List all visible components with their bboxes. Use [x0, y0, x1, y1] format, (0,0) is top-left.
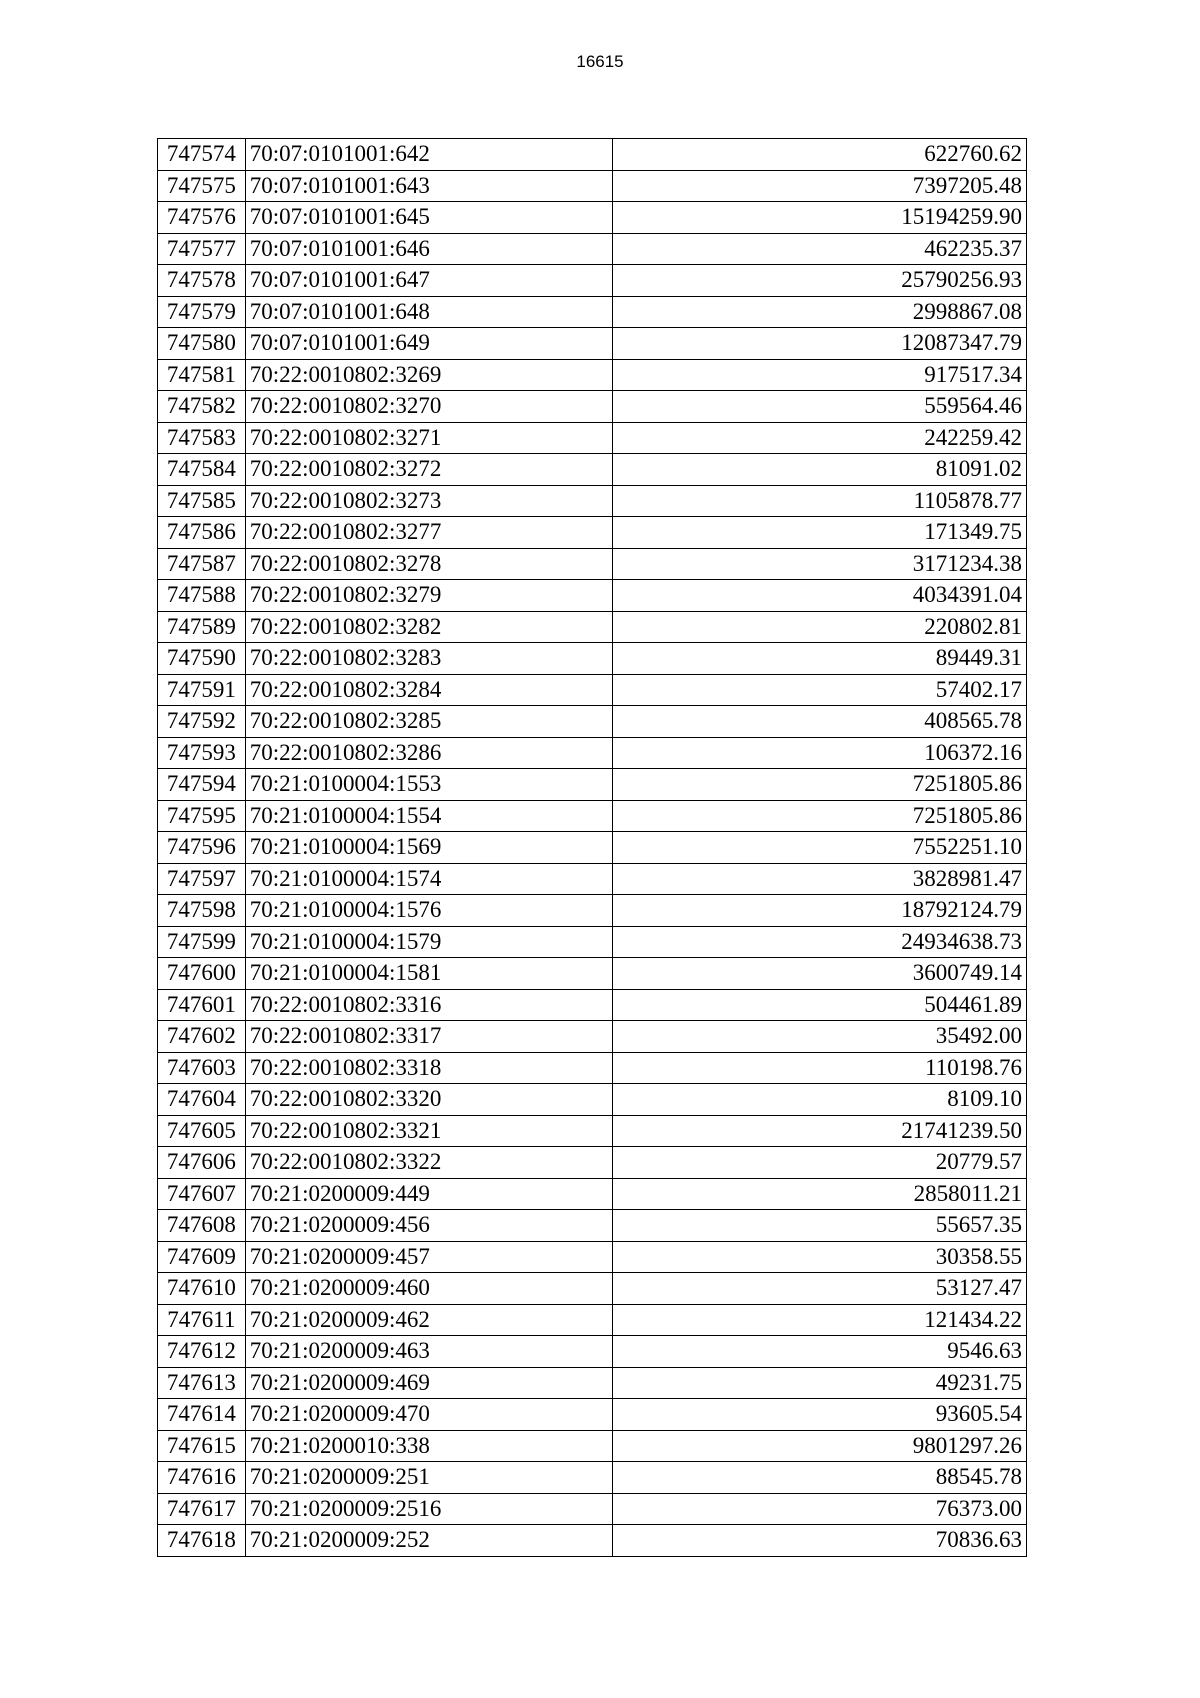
table-row [158, 391, 1027, 423]
value-cell: 2858011.21 [613, 1178, 1027, 1210]
table-row [158, 170, 1027, 202]
table-row [158, 926, 1027, 958]
row-id-cell: 747596 [158, 832, 246, 864]
row-id-cell: 747600 [158, 958, 246, 990]
table-row [158, 769, 1027, 801]
value-cell: 9801297.26 [613, 1430, 1027, 1462]
value-cell: 89449.31 [613, 643, 1027, 675]
table-row [158, 422, 1027, 454]
row-id-cell: 747601 [158, 989, 246, 1021]
table-row [158, 1178, 1027, 1210]
table-row [158, 800, 1027, 832]
cadastral-number-cell: 70:07:0101001:645 [245, 202, 612, 234]
table-body [158, 139, 1027, 1557]
table-row [158, 611, 1027, 643]
row-id-cell: 747609 [158, 1241, 246, 1273]
value-cell: 88545.78 [613, 1462, 1027, 1494]
table-row [158, 548, 1027, 580]
row-id-cell: 747605 [158, 1115, 246, 1147]
cadastral-number-cell: 70:22:0010802:3279 [245, 580, 612, 612]
table-row [158, 706, 1027, 738]
cadastral-number-cell: 70:07:0101001:648 [245, 296, 612, 328]
cadastral-number-cell: 70:21:0100004:1579 [245, 926, 612, 958]
value-cell: 70836.63 [613, 1525, 1027, 1557]
row-id-cell: 747613 [158, 1367, 246, 1399]
table-row [158, 1493, 1027, 1525]
value-cell: 220802.81 [613, 611, 1027, 643]
table-row [158, 233, 1027, 265]
cadastral-number-cell: 70:21:0200009:449 [245, 1178, 612, 1210]
cadastral-number-cell: 70:21:0200009:470 [245, 1399, 612, 1431]
row-id-cell: 747587 [158, 548, 246, 580]
cadastral-number-cell: 70:22:0010802:3278 [245, 548, 612, 580]
row-id-cell: 747615 [158, 1430, 246, 1462]
row-id-cell: 747574 [158, 139, 246, 171]
cadastral-number-cell: 70:22:0010802:3270 [245, 391, 612, 423]
value-cell: 55657.35 [613, 1210, 1027, 1242]
value-cell: 106372.16 [613, 737, 1027, 769]
value-cell: 7251805.86 [613, 800, 1027, 832]
row-id-cell: 747608 [158, 1210, 246, 1242]
value-cell: 121434.22 [613, 1304, 1027, 1336]
row-id-cell: 747604 [158, 1084, 246, 1116]
row-id-cell: 747594 [158, 769, 246, 801]
row-id-cell: 747595 [158, 800, 246, 832]
table-row [158, 895, 1027, 927]
cadastral-number-cell: 70:07:0101001:646 [245, 233, 612, 265]
cadastral-number-cell: 70:21:0100004:1576 [245, 895, 612, 927]
value-cell: 76373.00 [613, 1493, 1027, 1525]
table-row [158, 1462, 1027, 1494]
value-cell: 25790256.93 [613, 265, 1027, 297]
cadastral-number-cell: 70:22:0010802:3321 [245, 1115, 612, 1147]
row-id-cell: 747606 [158, 1147, 246, 1179]
value-cell: 917517.34 [613, 359, 1027, 391]
row-id-cell: 747597 [158, 863, 246, 895]
table-row [158, 1367, 1027, 1399]
table-row [158, 1241, 1027, 1273]
cadastral-number-cell: 70:21:0100004:1569 [245, 832, 612, 864]
value-cell: 9546.63 [613, 1336, 1027, 1368]
page-number: 16615 [576, 52, 624, 71]
value-cell: 7397205.48 [613, 170, 1027, 202]
row-id-cell: 747580 [158, 328, 246, 360]
value-cell: 408565.78 [613, 706, 1027, 738]
value-cell: 18792124.79 [613, 895, 1027, 927]
cadastral-number-cell: 70:21:0100004:1581 [245, 958, 612, 990]
table-row [158, 1115, 1027, 1147]
row-id-cell: 747583 [158, 422, 246, 454]
table-row [158, 958, 1027, 990]
value-cell: 462235.37 [613, 233, 1027, 265]
row-id-cell: 747618 [158, 1525, 246, 1557]
row-id-cell: 747598 [158, 895, 246, 927]
table-row [158, 296, 1027, 328]
value-cell: 622760.62 [613, 139, 1027, 171]
table-row [158, 832, 1027, 864]
row-id-cell: 747617 [158, 1493, 246, 1525]
value-cell: 3600749.14 [613, 958, 1027, 990]
value-cell: 8109.10 [613, 1084, 1027, 1116]
table-row [158, 580, 1027, 612]
cadastral-number-cell: 70:21:0100004:1553 [245, 769, 612, 801]
table-row [158, 517, 1027, 549]
row-id-cell: 747616 [158, 1462, 246, 1494]
value-cell: 49231.75 [613, 1367, 1027, 1399]
table-row [158, 1021, 1027, 1053]
cadastral-number-cell: 70:22:0010802:3283 [245, 643, 612, 675]
value-cell: 7552251.10 [613, 832, 1027, 864]
row-id-cell: 747586 [158, 517, 246, 549]
value-cell: 15194259.90 [613, 202, 1027, 234]
value-cell: 12087347.79 [613, 328, 1027, 360]
table-row [158, 1147, 1027, 1179]
cadastral-number-cell: 70:22:0010802:3286 [245, 737, 612, 769]
cadastral-number-cell: 70:22:0010802:3284 [245, 674, 612, 706]
cadastral-number-cell: 70:21:0200009:463 [245, 1336, 612, 1368]
cadastral-number-cell: 70:22:0010802:3282 [245, 611, 612, 643]
cadastral-number-cell: 70:21:0200009:2516 [245, 1493, 612, 1525]
table-row [158, 643, 1027, 675]
table-row [158, 1210, 1027, 1242]
table-row [158, 1084, 1027, 1116]
table-row [158, 1052, 1027, 1084]
cadastral-number-cell: 70:21:0200009:251 [245, 1462, 612, 1494]
row-id-cell: 747585 [158, 485, 246, 517]
row-id-cell: 747576 [158, 202, 246, 234]
value-cell: 4034391.04 [613, 580, 1027, 612]
cadastral-number-cell: 70:21:0200009:457 [245, 1241, 612, 1273]
cadastral-number-cell: 70:22:0010802:3317 [245, 1021, 612, 1053]
table-row [158, 202, 1027, 234]
cadastral-number-cell: 70:22:0010802:3277 [245, 517, 612, 549]
cadastral-number-cell: 70:22:0010802:3269 [245, 359, 612, 391]
cadastral-number-cell: 70:07:0101001:649 [245, 328, 612, 360]
table-row [158, 737, 1027, 769]
row-id-cell: 747589 [158, 611, 246, 643]
table-row [158, 1430, 1027, 1462]
cadastral-number-cell: 70:21:0100004:1554 [245, 800, 612, 832]
cadastral-number-cell: 70:22:0010802:3320 [245, 1084, 612, 1116]
value-cell: 24934638.73 [613, 926, 1027, 958]
table-row [158, 1399, 1027, 1431]
value-cell: 504461.89 [613, 989, 1027, 1021]
table-row [158, 139, 1027, 171]
row-id-cell: 747582 [158, 391, 246, 423]
value-cell: 35492.00 [613, 1021, 1027, 1053]
cadastral-number-cell: 70:21:0200009:462 [245, 1304, 612, 1336]
cadastral-number-cell: 70:21:0200009:460 [245, 1273, 612, 1305]
cadastral-number-cell: 70:07:0101001:647 [245, 265, 612, 297]
cadastral-number-cell: 70:21:0100004:1574 [245, 863, 612, 895]
value-cell: 3828981.47 [613, 863, 1027, 895]
cadastral-number-cell: 70:22:0010802:3272 [245, 454, 612, 486]
cadastral-number-cell: 70:07:0101001:643 [245, 170, 612, 202]
value-cell: 559564.46 [613, 391, 1027, 423]
row-id-cell: 747599 [158, 926, 246, 958]
table-row [158, 1336, 1027, 1368]
table-row [158, 1273, 1027, 1305]
row-id-cell: 747610 [158, 1273, 246, 1305]
value-cell: 7251805.86 [613, 769, 1027, 801]
row-id-cell: 747612 [158, 1336, 246, 1368]
cadastral-number-cell: 70:22:0010802:3271 [245, 422, 612, 454]
table-row [158, 989, 1027, 1021]
row-id-cell: 747602 [158, 1021, 246, 1053]
cadastral-number-cell: 70:22:0010802:3322 [245, 1147, 612, 1179]
value-cell: 93605.54 [613, 1399, 1027, 1431]
row-id-cell: 747614 [158, 1399, 246, 1431]
row-id-cell: 747578 [158, 265, 246, 297]
row-id-cell: 747611 [158, 1304, 246, 1336]
value-cell: 171349.75 [613, 517, 1027, 549]
cadastral-number-cell: 70:07:0101001:642 [245, 139, 612, 171]
row-id-cell: 747579 [158, 296, 246, 328]
value-cell: 30358.55 [613, 1241, 1027, 1273]
cadastral-number-cell: 70:22:0010802:3316 [245, 989, 612, 1021]
row-id-cell: 747584 [158, 454, 246, 486]
table-row [158, 485, 1027, 517]
value-cell: 81091.02 [613, 454, 1027, 486]
value-cell: 3171234.38 [613, 548, 1027, 580]
row-id-cell: 747603 [158, 1052, 246, 1084]
row-id-cell: 747607 [158, 1178, 246, 1210]
cadastral-number-cell: 70:22:0010802:3318 [245, 1052, 612, 1084]
row-id-cell: 747575 [158, 170, 246, 202]
cadastral-number-cell: 70:21:0200009:252 [245, 1525, 612, 1557]
table-row [158, 674, 1027, 706]
table-row [158, 454, 1027, 486]
cadastral-number-cell: 70:22:0010802:3285 [245, 706, 612, 738]
row-id-cell: 747590 [158, 643, 246, 675]
value-cell: 1105878.77 [613, 485, 1027, 517]
row-id-cell: 747591 [158, 674, 246, 706]
cadastral-number-cell: 70:21:0200009:469 [245, 1367, 612, 1399]
value-cell: 2998867.08 [613, 296, 1027, 328]
table-row [158, 863, 1027, 895]
row-id-cell: 747588 [158, 580, 246, 612]
row-id-cell: 747577 [158, 233, 246, 265]
table-row [158, 1525, 1027, 1557]
value-cell: 53127.47 [613, 1273, 1027, 1305]
value-cell: 20779.57 [613, 1147, 1027, 1179]
value-cell: 242259.42 [613, 422, 1027, 454]
row-id-cell: 747581 [158, 359, 246, 391]
cadastral-number-cell: 70:22:0010802:3273 [245, 485, 612, 517]
cadastral-number-cell: 70:21:0200010:338 [245, 1430, 612, 1462]
table-row [158, 265, 1027, 297]
value-cell: 21741239.50 [613, 1115, 1027, 1147]
row-id-cell: 747592 [158, 706, 246, 738]
table-row [158, 1304, 1027, 1336]
data-table [157, 138, 1027, 1557]
table-row [158, 328, 1027, 360]
cadastral-number-cell: 70:21:0200009:456 [245, 1210, 612, 1242]
value-cell: 57402.17 [613, 674, 1027, 706]
value-cell: 110198.76 [613, 1052, 1027, 1084]
table-row [158, 359, 1027, 391]
row-id-cell: 747593 [158, 737, 246, 769]
